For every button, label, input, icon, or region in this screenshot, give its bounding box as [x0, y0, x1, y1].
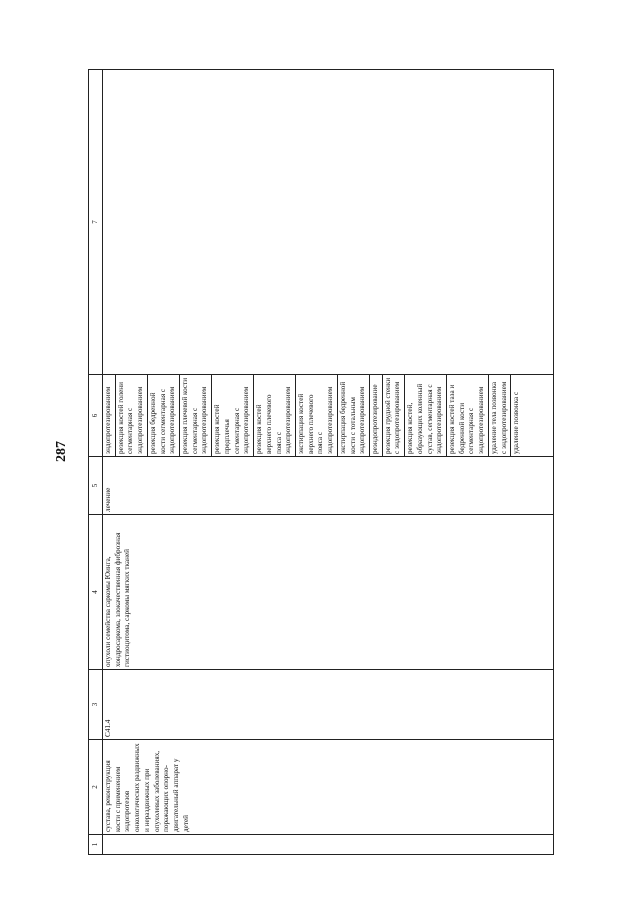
- cell-procedures: [103, 375, 554, 457]
- procedure-item: резекция грудной стенки с эндопротезированием: [383, 375, 405, 456]
- procedure-item: экстирпация костей верхнего плечевого пояса с эндопротезированием: [296, 375, 338, 456]
- procedure-item: удаление позвонка с: [512, 391, 521, 454]
- header-cell-4: 4: [89, 515, 103, 670]
- procedure-item: эндопротезированием: [103, 375, 116, 456]
- cell-treatment-type: лечение: [103, 457, 554, 515]
- header-cell-3: 3: [89, 670, 103, 740]
- table-row: [103, 70, 554, 855]
- rotated-page-content: [88, 70, 554, 855]
- procedure-item: резекция костей предплечья сегментарная с эндопротезированием: [212, 375, 254, 456]
- procedure-item: реэндопротезирование: [370, 375, 383, 456]
- procedures-table: [88, 69, 554, 855]
- header-cell-2: 2: [89, 740, 103, 835]
- procedure-item: резекция костей голени сегментарная с эндопротезированием: [116, 375, 148, 456]
- cell-notes: [103, 70, 554, 375]
- header-cell-7: 7: [89, 70, 103, 375]
- procedure-item: резекция костей верхнего плечевого пояса с эндопротезированием: [254, 375, 296, 456]
- cell-number: [103, 835, 554, 855]
- header-row: [89, 70, 103, 855]
- procedure-item: резекция плечевой кости сегментарная с эндопротезированием: [180, 375, 212, 456]
- page-number: 287: [54, 441, 69, 462]
- header-cell-5: 5: [89, 457, 103, 515]
- procedure-item: экстирпация бедренной кости с тотальным эндопротезированием: [338, 375, 370, 456]
- header-cell-1: 1: [89, 835, 103, 855]
- procedure-item: резекция костей, образующих коленный сустав, сегментарная с эндопротезированием: [405, 375, 447, 456]
- cell-diagnosis: опухоли семейства саркомы Юинга, хондросаркома, злокачественная фиброзная гистиоцитома, саркомы мягких тканей: [103, 515, 554, 670]
- procedure-item: резекция бедренной кости сегментарная с эндопротезированием: [148, 375, 180, 456]
- cell-intervention-name: сустава, реконструкция кости с применением эндопротезов онкологических раздвижных и нераздвижных при опухолевых заболеваниях, поражающих опорно-двигательный аппарат у детей: [103, 740, 554, 835]
- procedure-item: удаление тела позвонка с эндопротезированием: [489, 375, 511, 456]
- cell-icd-code: C41.4: [103, 670, 554, 740]
- header-cell-6: 6: [89, 375, 103, 457]
- procedure-item: резекция костей таза и бедренной кости сегментарная с эндопротезированием: [447, 375, 489, 456]
